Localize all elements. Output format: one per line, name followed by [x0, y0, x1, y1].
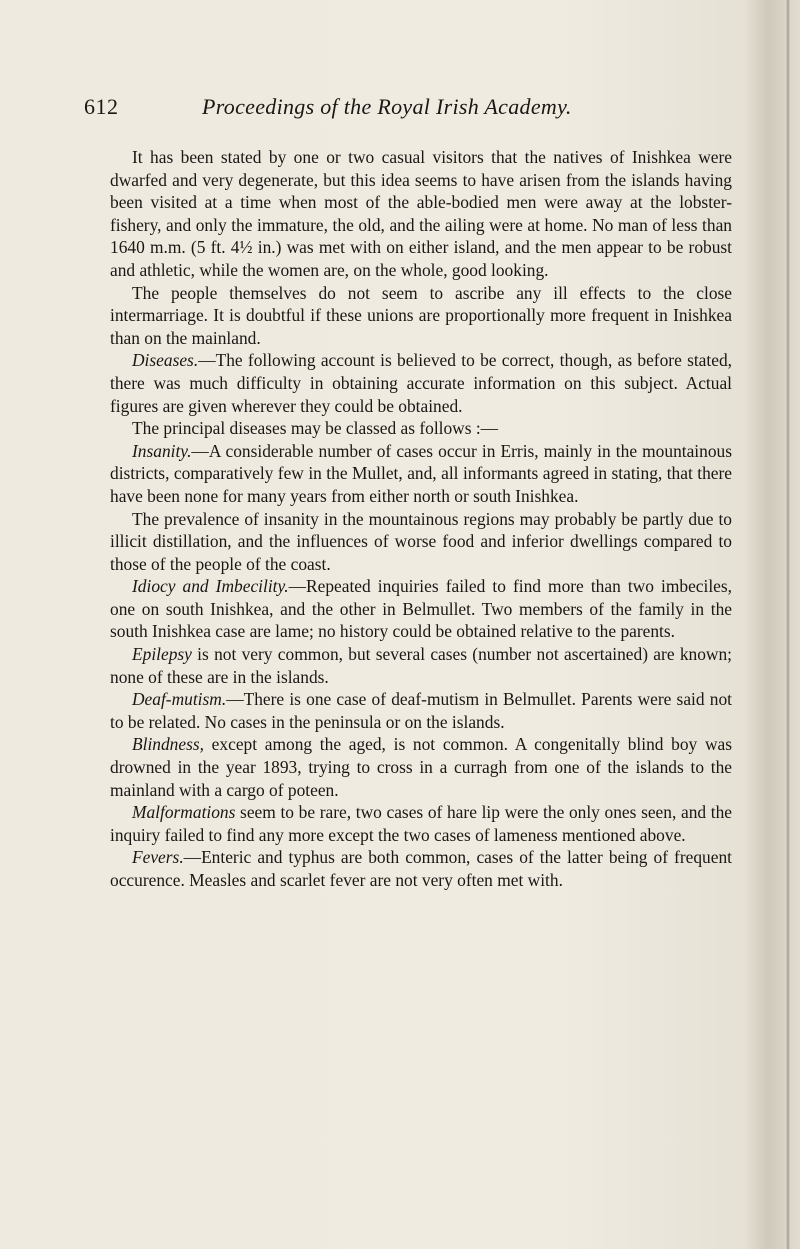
paragraph-term: Epilepsy — [132, 644, 192, 665]
page-edge-shadow — [786, 0, 790, 1249]
paragraph-term: Idiocy and Imbecility. — [132, 576, 289, 597]
paragraph — [110, 508, 732, 576]
paragraph-text: is not very common, but several cases (number not ascertained) are known; none of these are in the islands. — [110, 644, 732, 687]
paragraph-text: —Enteric and typhus are both common, cases of the latter being of frequent occurence. Measles and scarlet fever are not very often met with. — [110, 847, 732, 890]
paragraph-text: —There is one case of deaf-mutism in Belmullet. Parents were said not to be related. No cases in the peninsula or on the islands. — [110, 689, 732, 732]
paragraph-text: The people themselves do not seem to ascribe any ill effects to the close intermarriage. It is doubtful if these unions are proportionally more frequent in Inishkea than on the mainland. — [110, 282, 732, 348]
paragraph — [110, 282, 732, 350]
paragraph-text: —The following account is believed to be correct, though, as before stated, there was much difficulty in obtaining accurate information on this subject. Actual figures are given wherever they could be obtained. — [110, 350, 732, 416]
paragraph-text: —Repeated inquiries failed to find more than two imbeciles, one on south Inishkea, and the other in Belmullet. Two members of the family in the south Inishkea case are lame; no history could be obtained relative to the parents. — [110, 576, 733, 642]
paragraph-text: except among the aged, is not common. A congenitally blind boy was drowned in the year 1893, trying to cross in a curragh from one of the islands to the mainland with a cargo of poteen. — [110, 734, 732, 800]
paragraph — [110, 575, 732, 643]
paragraph — [110, 801, 732, 846]
paragraph — [110, 733, 732, 801]
paragraph-term: Blindness, — [132, 734, 204, 755]
paragraph-term: Insanity. — [132, 440, 192, 461]
paragraph — [110, 146, 732, 282]
paragraph-term: Fevers. — [132, 847, 184, 868]
paragraph — [110, 440, 732, 508]
paragraph — [110, 349, 732, 417]
paragraph-term: Malformations — [132, 802, 236, 823]
paragraph — [110, 643, 732, 688]
paragraph-text: It has been stated by one or two casual visitors that the natives of Inishkea were dwarfed and very degenerate, but this idea seems to have arisen from the islands having been visited at a time when most of the able-bodied men were away at the lobster-fishery, and only the immature, the old, and the ailing were at home. No man of less than 1640 m.m. (5 ft. 4½ in.) was met with on either island, and the men appear to be robust and athletic, while the women are, on the whole, good looking. — [110, 147, 732, 280]
paragraph-text: seem to be rare, two cases of hare lip were the only ones seen, and the inquiry failed to find any more except the two cases of lameness mentioned above. — [110, 802, 732, 845]
page-number: 612 — [84, 94, 119, 119]
paragraph-text: The principal diseases may be classed as follows :— — [132, 418, 499, 439]
paragraph-text: —A considerable number of cases occur in Erris, mainly in the mountainous districts, comparatively few in the Mullet, and, all informants agreed in stating, that there have been none for many years from either north or south Inishkea. — [110, 440, 732, 506]
paragraph — [110, 846, 732, 891]
paragraph — [110, 688, 732, 733]
body-text — [110, 146, 732, 892]
running-head — [84, 94, 724, 124]
paragraph-text: The prevalence of insanity in the mountainous regions may probably be partly due to illicit distillation, and the influences of worse food and inferior dwellings compared to those of the people of the coast. — [110, 508, 732, 574]
paragraph — [110, 417, 732, 440]
paragraph-term: Diseases. — [132, 350, 199, 371]
journal-title: Proceedings of the Royal Irish Academy. — [202, 94, 572, 119]
paragraph-term: Deaf-mutism. — [132, 689, 227, 710]
